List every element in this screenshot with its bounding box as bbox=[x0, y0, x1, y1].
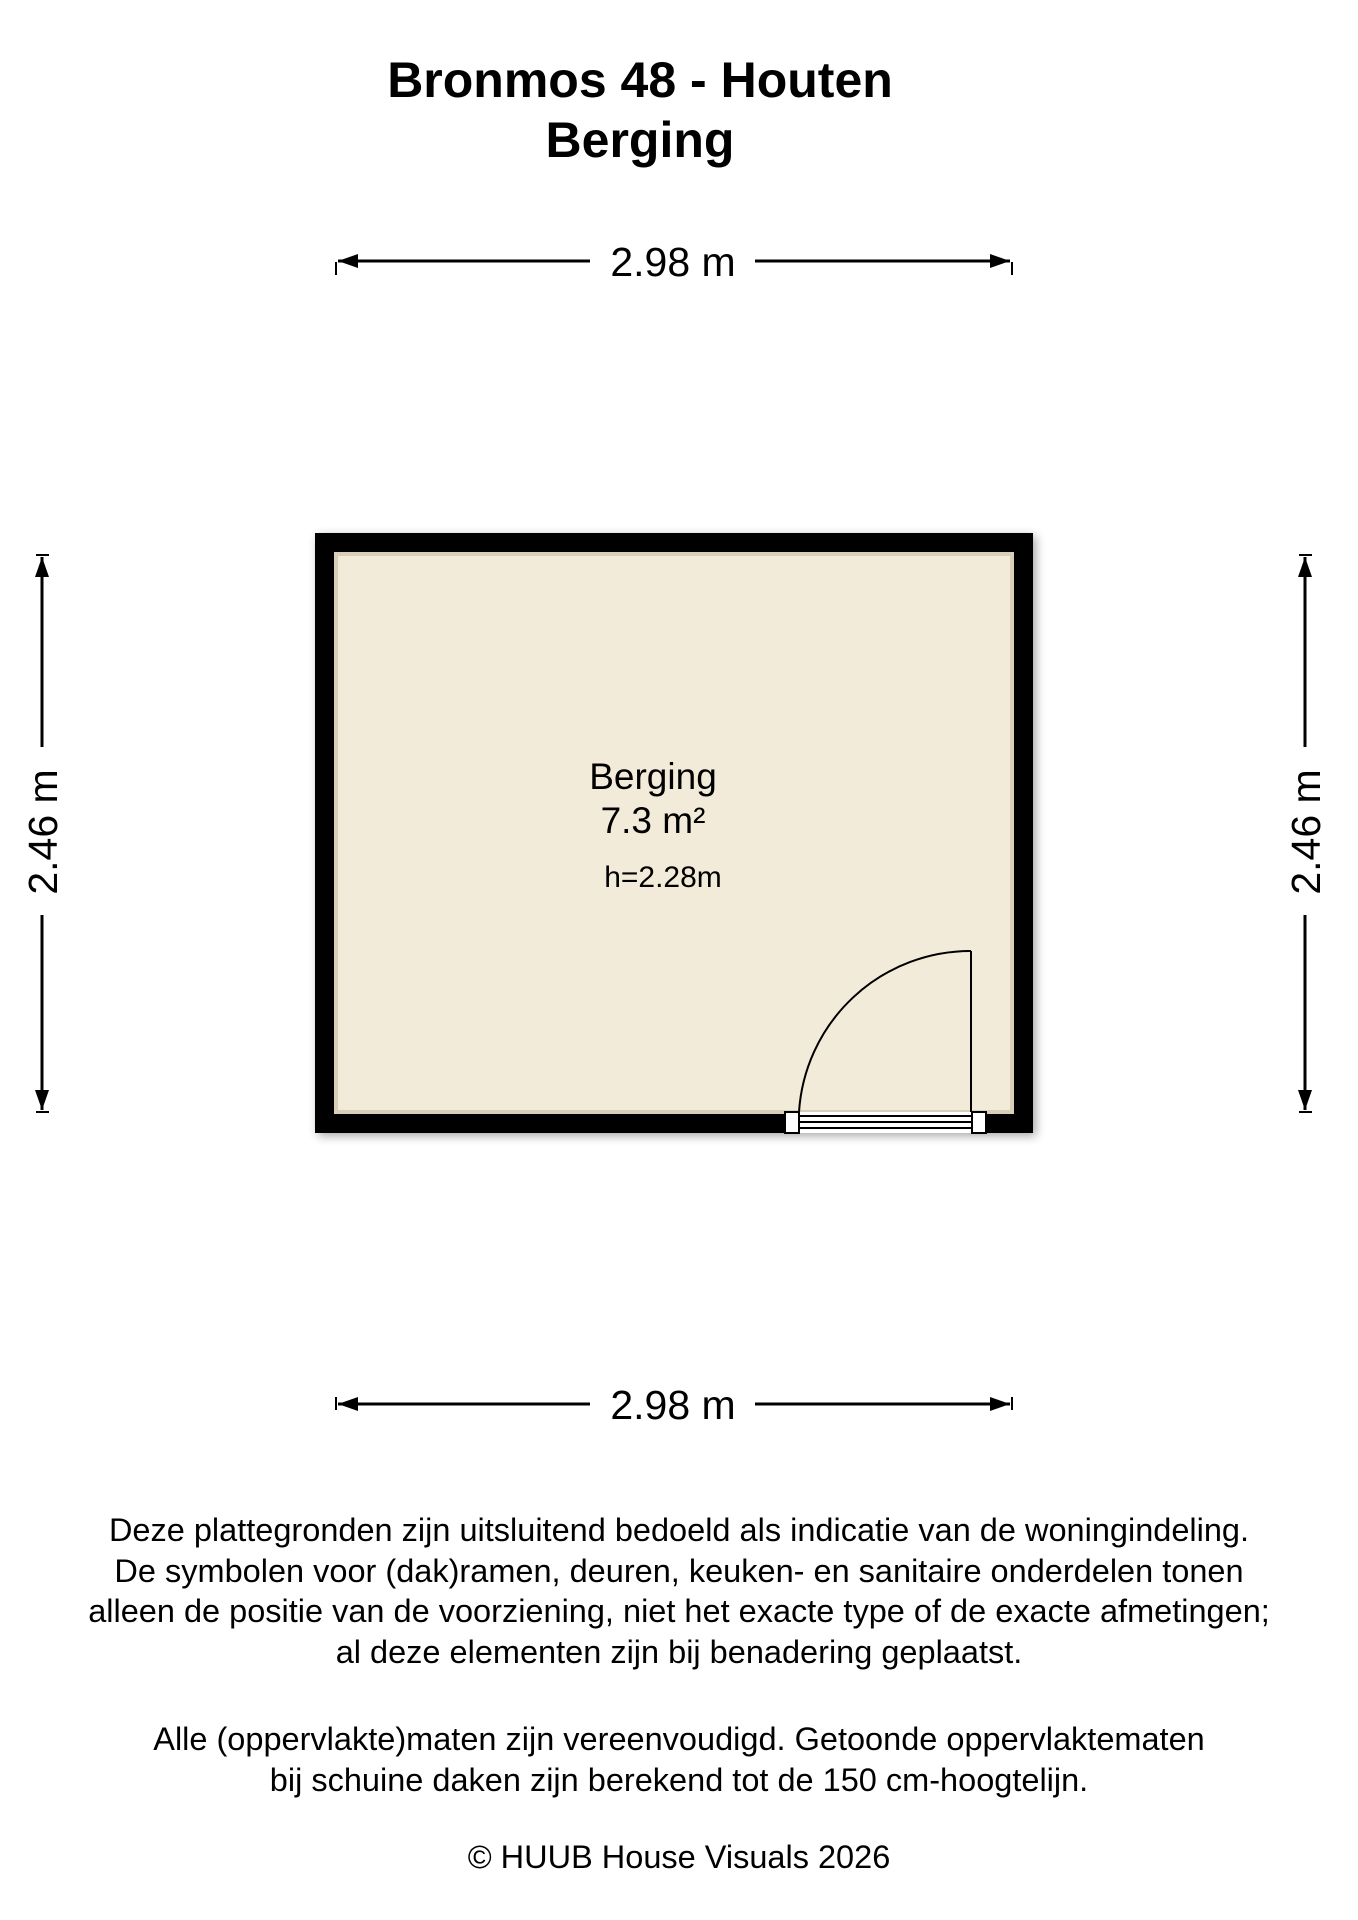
room-area: 7.3 m² bbox=[600, 800, 706, 841]
dimension-bottom-label: 2.98 m bbox=[610, 1382, 736, 1428]
disclaimer-paragraph-2 bbox=[0, 1719, 1358, 1800]
disclaimer-line: bij schuine daken zijn berekend tot de 150 cm-hoogtelijn. bbox=[269, 1761, 1089, 1798]
disclaimer-line: alleen de positie van de voorziening, niet het exacte type of de exacte afmetingen; bbox=[88, 1593, 1270, 1629]
plan-subtitle: Berging bbox=[545, 112, 735, 168]
dimension-right bbox=[1283, 555, 1329, 1112]
copyright-notice: © HUUB House Visuals 2026 bbox=[467, 1839, 891, 1875]
room-name: Berging bbox=[589, 756, 717, 797]
disclaimer-line: al deze elementen zijn bij benadering geplaatst. bbox=[335, 1633, 1023, 1670]
plan-title: Bronmos 48 - Houten bbox=[387, 52, 893, 108]
dimension-left bbox=[20, 555, 66, 1112]
disclaimer-paragraph-1 bbox=[0, 1510, 1358, 1672]
dimension-bottom bbox=[336, 1382, 1012, 1428]
dimension-top bbox=[336, 239, 1012, 285]
disclaimer-line: Deze plattegronden zijn uitsluitend bedoeld als indicatie van de woningindeling. bbox=[108, 1512, 1250, 1548]
room-height: h=2.28m bbox=[604, 861, 722, 894]
dimension-top-label: 2.98 m bbox=[610, 239, 736, 285]
dimension-right-label: 2.46 m bbox=[1283, 769, 1329, 895]
dimension-left-label: 2.46 m bbox=[20, 769, 66, 895]
disclaimer-line: De symbolen voor (dak)ramen, deuren, keuken- en sanitaire onderdelen tonen bbox=[114, 1552, 1244, 1589]
disclaimer-line: Alle (oppervlakte)maten zijn vereenvoudigd. Getoonde oppervlaktematen bbox=[153, 1721, 1205, 1757]
